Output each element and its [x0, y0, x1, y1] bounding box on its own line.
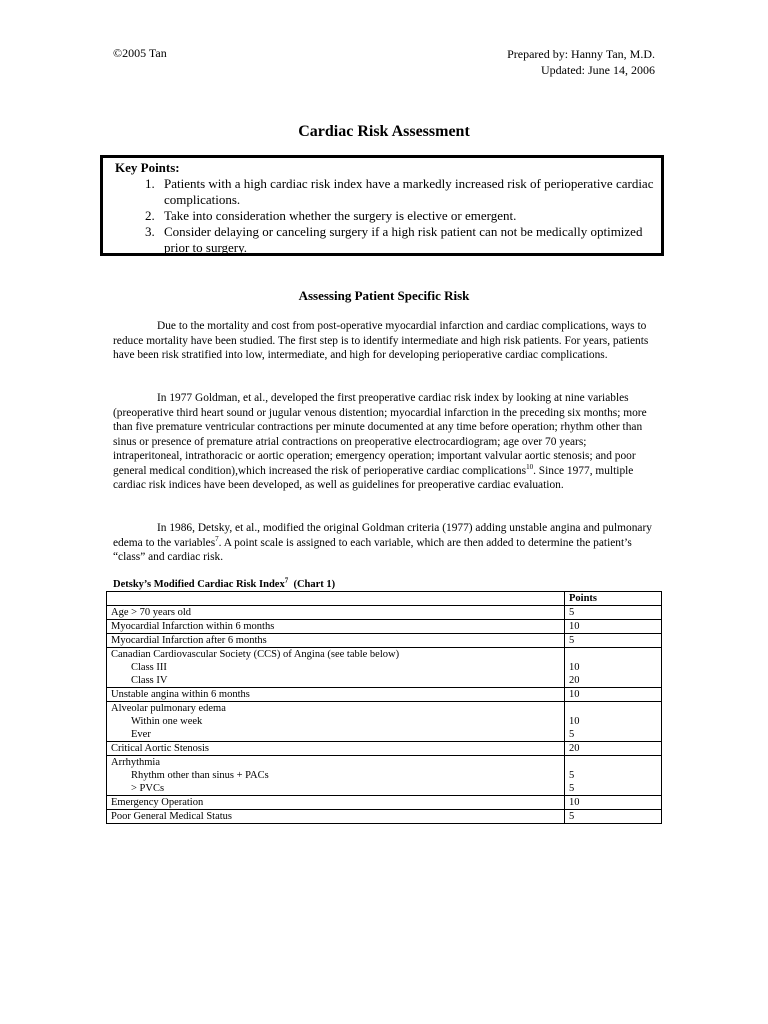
chart-caption-citation: 7: [284, 576, 289, 585]
row-points: 5: [565, 606, 662, 620]
row-points: 5: [569, 729, 575, 740]
row-points: 10: [565, 688, 662, 702]
paragraph-3: [113, 521, 657, 565]
row-label: Emergency Operation: [107, 796, 565, 810]
row-points: 5: [569, 770, 575, 781]
paragraph-1-text: Due to the mortality and cost from post-operative myocardial infarction and cardiac complications, ways to reduce mortality have been studied. The first step is to identify intermediate and high risk patients. For years, patients have been risk stratified into low, intermediate, and high for developing perioperative cardiac complications.: [113, 320, 649, 361]
row-label: Myocardial Infarction within 6 months: [107, 620, 565, 634]
row-sublabel: Within one week: [131, 716, 203, 727]
key-points-box: [100, 155, 664, 256]
citation-7: 7: [215, 534, 219, 543]
row-points-group: [565, 756, 662, 796]
row-label: Unstable angina within 6 months: [107, 688, 565, 702]
section-title: Assessing Patient Specific Risk: [298, 288, 470, 303]
prepared-by: Prepared by: Hanny Tan, M.D.: [507, 47, 655, 61]
row-sublabel: Class IV: [131, 675, 168, 686]
table-row: [107, 756, 662, 796]
row-points: 10: [569, 662, 580, 673]
cardiac-risk-table: [106, 591, 662, 824]
row-label-group: [107, 648, 565, 688]
row-points: 5: [565, 810, 662, 824]
table-row: [107, 702, 662, 742]
row-points: 10: [565, 620, 662, 634]
row-points: 20: [569, 675, 580, 686]
row-label: Canadian Cardiovascular Society (CCS) of Angina (see table below): [111, 649, 400, 660]
row-sublabel: Rhythm other than sinus + PACs: [131, 770, 269, 781]
table-row: [107, 742, 662, 756]
page-title: Cardiac Risk Assessment: [298, 123, 470, 140]
paragraph-1: [113, 319, 657, 363]
row-points: 20: [565, 742, 662, 756]
row-points: 10: [569, 716, 580, 727]
row-sublabel: Class III: [131, 662, 167, 673]
copyright: ©2005 Tan: [113, 46, 167, 60]
row-points: 10: [565, 796, 662, 810]
row-points-group: [565, 648, 662, 688]
updated-date: Updated: June 14, 2006: [541, 63, 655, 77]
row-sublabel: Ever: [131, 729, 151, 740]
row-label: Arrhythmia: [111, 757, 160, 768]
paragraph-2-text-a: In 1977 Goldman, et al., developed the first preoperative cardiac risk index by looking at nine variables (preoperative third heart sound or jugular venous distention; myocardial infarction in the preceding six months; more than five premature ventricular contractions per minute documented at any time before operation; rhythm other than sinus or presence of premature atrial contractions on preoperative electrocardiogram; age over 70 years; intraperitoneal, intrathoracic or aortic operation; emergency operation; important valvular aortic stenosis; and poor general medical condition),which increased the risk of perioperative cardiac complications: [113, 392, 647, 477]
chart-caption: [113, 576, 336, 590]
table-header-blank: [107, 592, 565, 606]
chart-caption-number: (Chart 1): [293, 579, 336, 590]
table-row: [107, 796, 662, 810]
key-point-3: 3. Consider delaying or canceling surgery if a high risk patient can not be medically optimized prior to surgery.: [158, 224, 661, 256]
table-row: [107, 634, 662, 648]
row-label: Age > 70 years old: [107, 606, 565, 620]
row-sublabel: > PVCs: [131, 783, 165, 794]
row-label: Myocardial Infarction after 6 months: [107, 634, 565, 648]
key-point-1: 1. Patients with a high cardiac risk index have a markedly increased risk of perioperative cardiac complications.: [158, 176, 661, 208]
key-points-heading: Key Points:: [115, 160, 180, 175]
points-header: Points: [565, 592, 662, 606]
paragraph-2: [113, 391, 657, 493]
paragraph-2-text-b: . Since 1977, multiple cardiac risk indices have been developed, as well as guidelines for preoperative cardiac evaluation.: [113, 464, 634, 491]
row-points-group: [565, 702, 662, 742]
row-label: Alveolar pulmonary edema: [111, 703, 226, 714]
table-row: [107, 648, 662, 688]
table-row: [107, 620, 662, 634]
paragraph-3-text-a: In 1986, Detsky, et al., modified the original Goldman criteria (1977) adding unstable angina and pulmonary edema to the variables: [113, 522, 652, 549]
paragraph-3-text-b: . A point scale is assigned to each variable, which are then added to determine the patient’s “class” and cardiac risk.: [113, 536, 632, 563]
table-header-row: [107, 592, 662, 606]
citation-10: 10: [526, 462, 534, 471]
chart-caption-title: Detsky’s Modified Cardiac Risk Index: [113, 579, 285, 590]
row-label: Critical Aortic Stenosis: [107, 742, 565, 756]
row-label-group: [107, 756, 565, 796]
document-info: [507, 46, 655, 78]
table-row: [107, 810, 662, 824]
row-points: 5: [565, 634, 662, 648]
key-points-list: [115, 176, 661, 256]
row-label-group: [107, 702, 565, 742]
row-points: 5: [569, 783, 575, 794]
row-label: Poor General Medical Status: [107, 810, 565, 824]
table-row: [107, 688, 662, 702]
table-row: [107, 606, 662, 620]
key-point-2: 2. Take into consideration whether the surgery is elective or emergent.: [158, 208, 661, 224]
